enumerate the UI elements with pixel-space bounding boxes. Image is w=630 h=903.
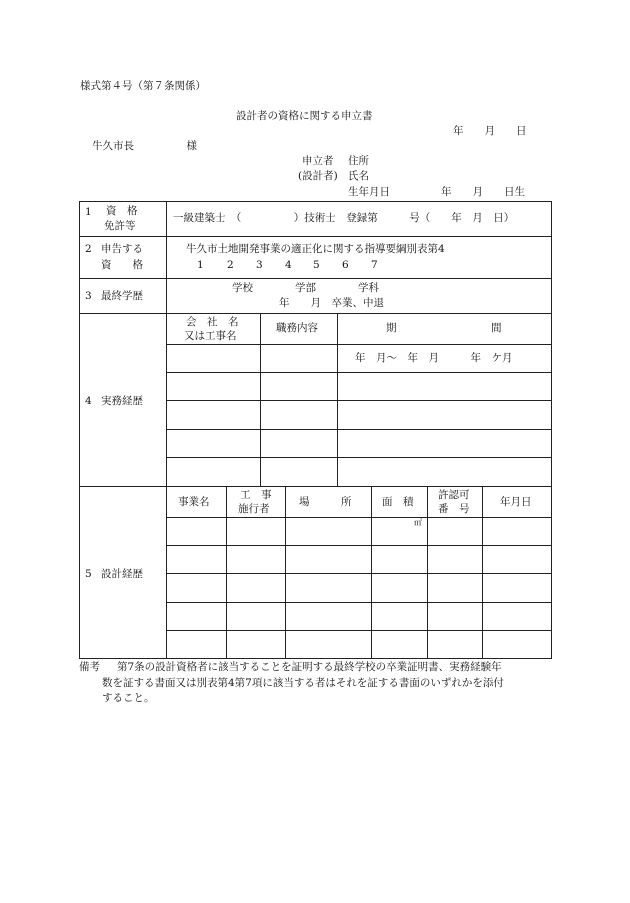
s4-col-duties: 職務内容 [276,322,318,334]
s2-option-3: 3 [256,259,263,271]
s4-label: 実務経歴 [101,395,143,407]
applicant-label: 申立者 [302,155,334,167]
s2-option-5: 5 [313,259,320,271]
date-line: 年 月 日 [453,125,527,137]
birth-fields: 年 月 日生 [441,186,525,198]
s2-label-line1: 申告する [101,243,143,255]
s2-option-7: 7 [371,259,378,271]
s5-number: 5 [85,568,92,580]
s2-option-4: 4 [285,259,292,271]
s5-header-area: 面 積 [382,496,414,508]
s2-option-1: 1 [197,259,204,271]
s2-content-line1: 牛久市土地開発事業の適正化に関する指導要綱別表第4 [186,243,445,255]
s3-label: 最終学歴 [101,290,143,302]
s3-line2: 年 月 卒業、中退 [279,297,384,309]
designer-label: (設計者) [298,170,338,182]
s2-label-line2: 資 格 [101,259,143,271]
s3-line1: 学校 学部 学科 [232,282,379,294]
s1-label-line2: 免許等 [104,220,136,232]
addressee: 牛久市長 様 [92,140,197,152]
s4-col-period: 期 間 [386,322,502,334]
address-label: 住所 [348,155,369,167]
remarks-label: 備考 [79,661,100,673]
s5-header-location: 場 所 [299,496,352,508]
s5-area-unit: ㎡ [414,518,422,527]
s4-period-row: 年 月～ 年 月 年 ケ月 [355,352,513,364]
remarks-line1: 第7条の設計資格者に該当することを証明する最終学校の卒業証明書、実務経験年 [117,661,502,673]
s1-label-line1: 資 格 [106,205,138,217]
s4-number: 4 [85,395,92,407]
s5-header-permit-line1: 許認可 [438,489,470,501]
s4-col-company-line2: 又は工事名 [184,330,237,342]
s1-content: 一級建築士 （ ）技術士 登録第 号（ 年 月 日） [173,212,515,224]
form-number: 様式第４号（第７条関係） [80,80,206,92]
s2-option-2: 2 [227,259,234,271]
remarks-line2: 数を証する書面又は別表第4第7項に該当する者はそれを証する書面のいずれかを添付 [102,677,504,689]
s1-number: 1 [85,206,92,218]
name-label: 氏名 [348,170,369,182]
remarks-line3: すること。 [102,692,155,704]
s5-header-date: 年月日 [500,496,532,508]
s2-number: 2 [85,243,92,255]
s5-header-contractor-line1: 工 事 [240,489,272,501]
s5-header-permit-line2: 番 号 [438,503,470,515]
s5-header-project: 事業名 [178,496,210,508]
s5-label: 設計経歴 [101,568,143,580]
s2-option-6: 6 [342,259,349,271]
s3-number: 3 [85,290,92,302]
birth-label: 生年月日 [348,186,390,198]
s5-header-contractor-line2: 施行者 [238,503,270,515]
document-title: 設計者の資格に関する申立書 [236,110,373,122]
s4-col-company-line1: 会 社 名 [186,316,239,328]
